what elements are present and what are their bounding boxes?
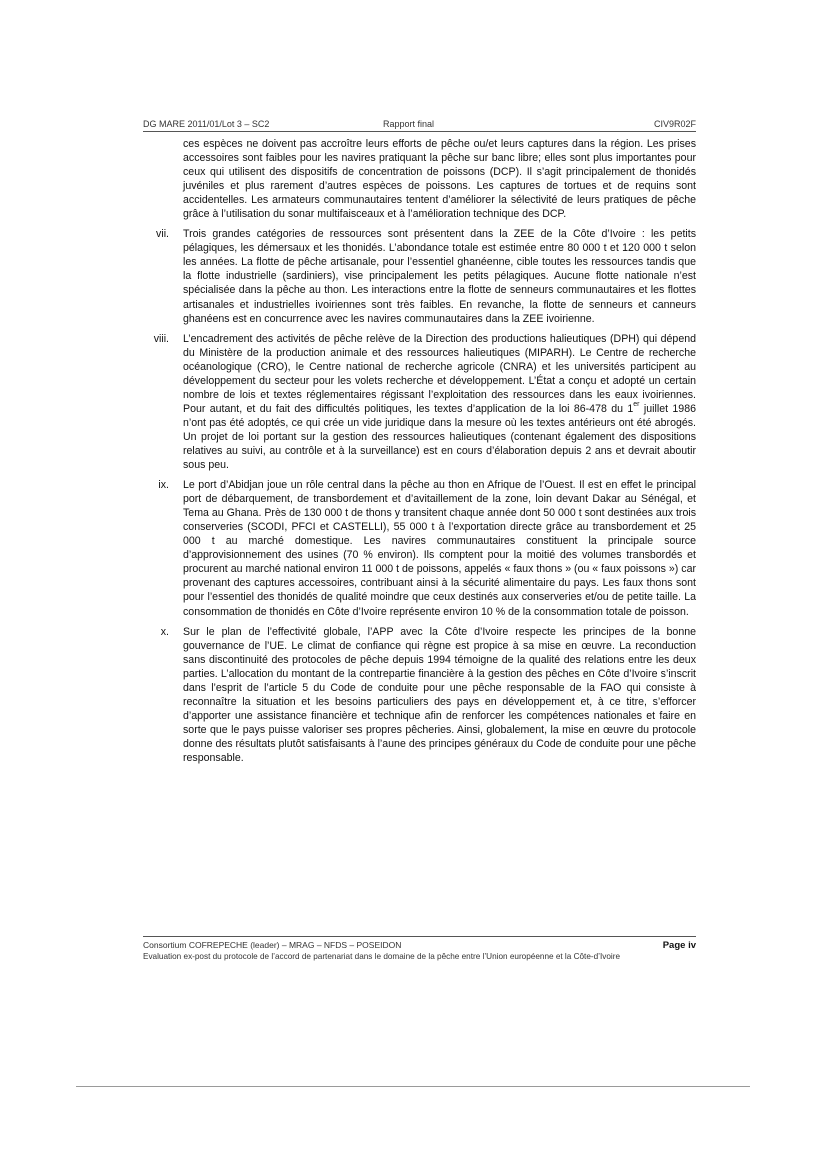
paragraph-text: Trois grandes catégories de ressources sont présentent dans la ZEE de la Côte d’Ivoire : les petits pélagiques, les démersaux et les thonidés. L’abondance totale est estimée entre 80 000 t et 120 000 t selon les années. La flotte de pêche artisanale, pour l’essentiel ghanéenne, cible toutes les ressources tandis que la flotte industrielle (sardiniers), vise principalement les petits pélagiques. Aucune flotte nationale n’est spécialisée dans la pêche au thon. Les interactions entre la flotte de senneurs communautaires et les flottes artisanales et industrielles ivoiriennes sont très faibles. En revanche, la flotte de senneurs et canneurs ghanéens est en concurrence avec les navires communautaires dans la ZEE ivoirienne.	[183, 228, 696, 325]
paragraph-text	[183, 332, 696, 472]
paragraph-text: Sur le plan de l’effectivité globale, l’APP avec la Côte d’Ivoire respecte les principes de la bonne gouvernance de l’UE. Le climat de confiance qui règne est propice à sa mise en œuvre. La reconduction sans discontinuité des protocoles de pêche depuis 1994 témoigne de la qualité des relations entre les deux parties. L’allocation du montant de la contrepartie financière à la gestion des pêches en Côte d’Ivoire s’inscrit dans l’esprit de l’article 5 du Code de conduite pour une pêche responsable de la FAO qui consiste à reconnaître la situation et les besoins particuliers des pays en développement et, à ce titre, s’efforcer d’apporter une assistance financière et technique afin de renforcer les compétences nationales et faire en sorte que le pays puisse valoriser ses propres pêcheries. Ainsi, globalement, la mise en œuvre du protocole donne des résultats plutôt satisfaisants à l’aune des principes généraux du Code de conduite pour une pêche responsable.	[183, 625, 696, 764]
header-report-title: Rapport final	[383, 119, 435, 129]
page-header	[143, 118, 696, 132]
paragraph-continuation	[143, 137, 696, 221]
paragraph-number: viii.	[153, 332, 169, 345]
page-number: Page iv	[662, 940, 696, 951]
paragraph-text-part: L’encadrement des activités de pêche relève de la Direction des productions halieutiques (DPH) qui dépend du Ministère de la production animale et des ressources halieutiques (MIPARH). Le Centre de recherche océanologique (CRO), le Centre national de recherche agricole (CNRA) et les universités participent au développement du secteur pour les volets recherche et développement. L’État a conçu et adopté un certain nombre de lois et textes réglementaires régissant l’exploitation des ressources dans les eaux ivoiriennes. Pour autant, et du fait des difficultés politiques, les textes d’application de la loi 86-478 du 1	[183, 332, 696, 415]
paragraph-ix	[143, 478, 696, 618]
footer-consortium: Consortium COFREPECHE (leader) – MRAG – NFDS – POSEIDON	[143, 940, 402, 950]
header-reference: DG MARE 2011/01/Lot 3 – SC2	[143, 119, 270, 129]
paragraph-text: ces espèces ne doivent pas accroître leurs efforts de pêche ou/et leurs captures dans la région. Les prises accessoires sont faibles pour les navires pratiquant la pêche sur banc libre; elles sont plus importantes pour ceux qui utilisent des dispositifs de concentration de poissons (DCP). Il s’agit principalement de thonidés juvéniles et plus rarement d’autres espèces de poissons. Les captures de tortues et de requins sont accidentelles. Les armateurs communautaires tentent d’améliorer la sélectivité de leurs pratiques de pêche grâce à l’utilisation du sonar multifaisceaux et à l’amélioration technique des DCP.	[183, 138, 696, 221]
header-document-code: CIV9R02F	[653, 119, 696, 129]
paragraph-x	[143, 625, 696, 765]
page-footer	[143, 936, 696, 961]
paragraph-number: x.	[160, 625, 169, 638]
document-body	[143, 137, 696, 771]
superscript-ordinal: er	[633, 401, 640, 409]
paragraph-viii	[143, 332, 696, 472]
paragraph-number: vii.	[156, 228, 169, 241]
paragraph-text: Le port d’Abidjan joue un rôle central dans la pêche au thon en Afrique de l’Ouest. Il est en effet le principal port de débarquement, de transbordement et d’avitaillement de la zone, loin devant Dakar au Sénégal, et Tema au Ghana. Près de 130 000 t de thons y transitent chaque année dont 50 000 t sont destinées aux trois conserveries (SCODI, PFCI et CASTELLI), 55 000 t à l’exportation directe grâce au transbordement et 25 000 t au marché domestique. Les navires communautaires constituent la principale source d’approvisionnement des usines (70 % environ). Ils comptent pour la moitié des volumes transbordés et procurent au marché national environ 11 000 t de poissons, appelés « faux thons » (ou « faux poissons ») car provenant des captures accessoires, contribuant ainsi à la sécurité alimentaire du pays. Les faux thons sont pour l’essentiel des thonidés de qualité moindre que ceux destinés aux conserveries et/ou de petite taille. La consommation de thonidés en Côte d’Ivoire représente environ 10 % de la consommation totale de poisson.	[183, 479, 696, 618]
paragraph-number: ix.	[158, 479, 169, 492]
page-bottom-divider	[76, 1086, 750, 1087]
footer-subtitle: Evaluation ex-post du protocole de l’accord de partenariat dans le domaine de la pêche entre l’Union européenne et la Côte-d’Ivoire	[143, 952, 620, 961]
paragraph-text-part: juillet 1986 n’ont pas été adoptés, ce qui crée un vide juridique dans la mesure où les textes antérieurs ont été abrogés. Un projet de loi portant sur la gestion des ressources halieutiques (contenant également des dispositions relatives au suivi, au contrôle et à la surveillance) est en cours d’élaboration depuis 2 ans et devrait aboutir sous peu.	[183, 402, 696, 472]
paragraph-vii	[143, 227, 696, 325]
